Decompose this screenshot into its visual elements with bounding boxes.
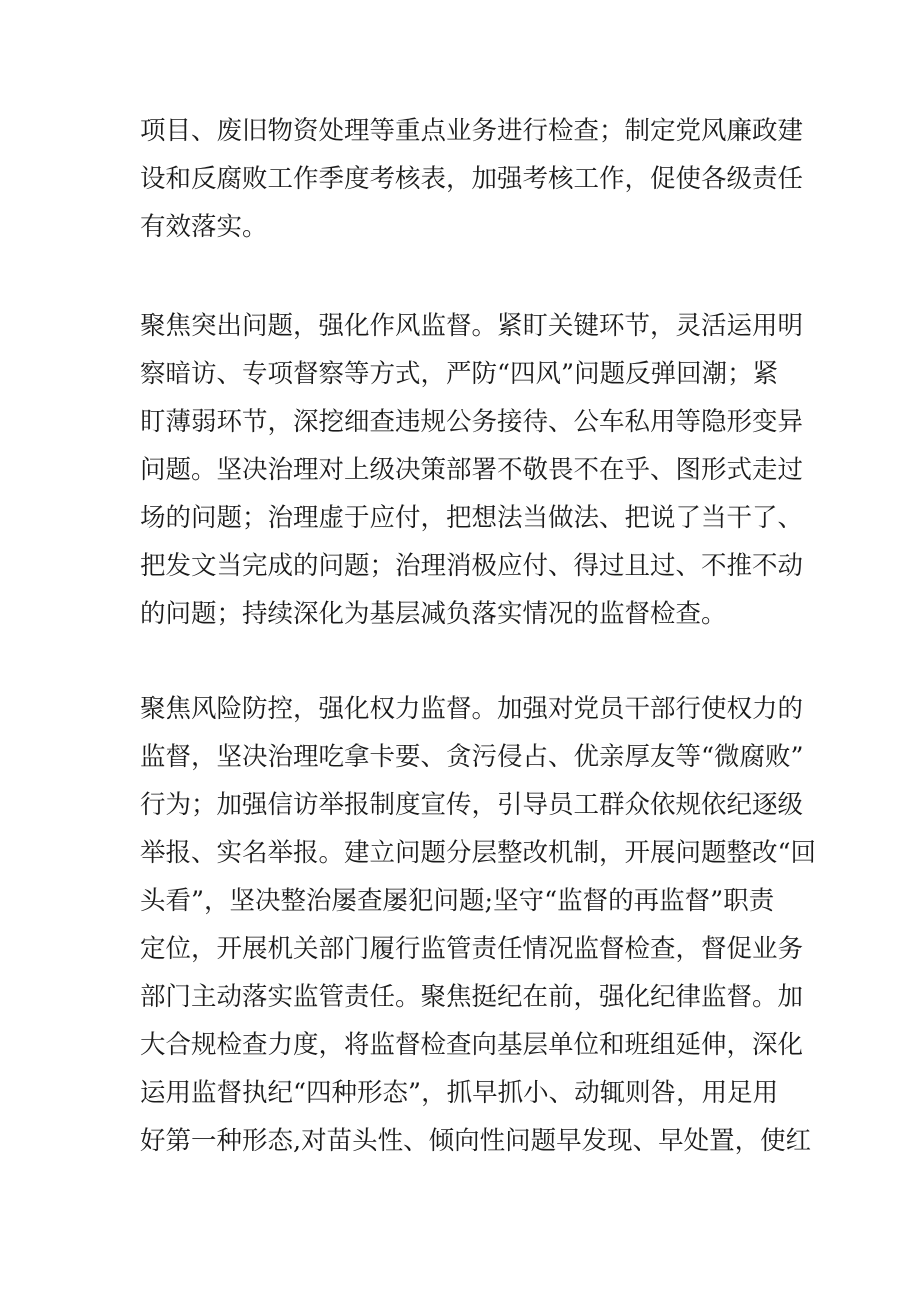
text-line: 把发文当完成的问题；治理消极应付、得过且过、不推不动: [140, 551, 804, 581]
text-line: 头看”，坚决整治屡查屡犯问题;坚守“监督的再监督”职责: [140, 886, 775, 916]
text-line: 场的问题；治理虚于应付，把想法当做法、把说了当干了、: [140, 503, 804, 533]
paragraph-3: [140, 685, 817, 1165]
text-line: 问题。坚决治理对上级决策部署不敬畏不在乎、图形式走过: [140, 455, 804, 485]
text-line: 运用监督执纪“四种形态”，抓早抓小、动辄则咎，用足用: [140, 1078, 779, 1108]
paragraph-1: [140, 107, 804, 251]
text-line: 大合规检查力度，将监督检查向基层单位和班组延伸，深化: [140, 1030, 804, 1060]
paragraph-2: [140, 302, 804, 638]
text-line: 项目、废旧物资处理等重点业务进行检查；制定党风廉政建: [140, 116, 804, 146]
text-line: 聚焦风险防控，强化权力监督。加强对党员干部行使权力的: [140, 694, 804, 724]
text-line: 聚焦突出问题，强化作风监督。紧盯关键环节，灵活运用明: [140, 311, 804, 341]
text-line: 察暗访、专项督察等方式，严防“四风”问题反弹回潮；紧: [140, 359, 779, 389]
text-line: 监督，坚决治理吃拿卡要、贪污侵占、优亲厚友等“微腐败”: [140, 742, 804, 772]
text-line: 举报、实名举报。建立问题分层整改机制，开展问题整改“回: [140, 838, 817, 868]
text-line: 的问题；持续深化为基层减负落实情况的监督检查。: [140, 599, 727, 629]
text-line: 好第一种形态,对苗头性、倾向性问题早发现、早处置，使红: [140, 1126, 812, 1156]
text-line: 部门主动落实监管责任。聚焦挺纪在前，强化纪律监督。加: [140, 982, 804, 1012]
text-line: 行为；加强信访举报制度宣传，引导员工群众依规依纪逐级: [140, 790, 804, 820]
text-line: 有效落实。: [140, 212, 268, 242]
text-line: 定位，开展机关部门履行监管责任情况监督检查，督促业务: [140, 934, 804, 964]
text-line: 设和反腐败工作季度考核表，加强考核工作，促使各级责任: [140, 164, 804, 194]
text-line: 盯薄弱环节，深挖细查违规公务接待、公车私用等隐形变异: [140, 407, 804, 437]
